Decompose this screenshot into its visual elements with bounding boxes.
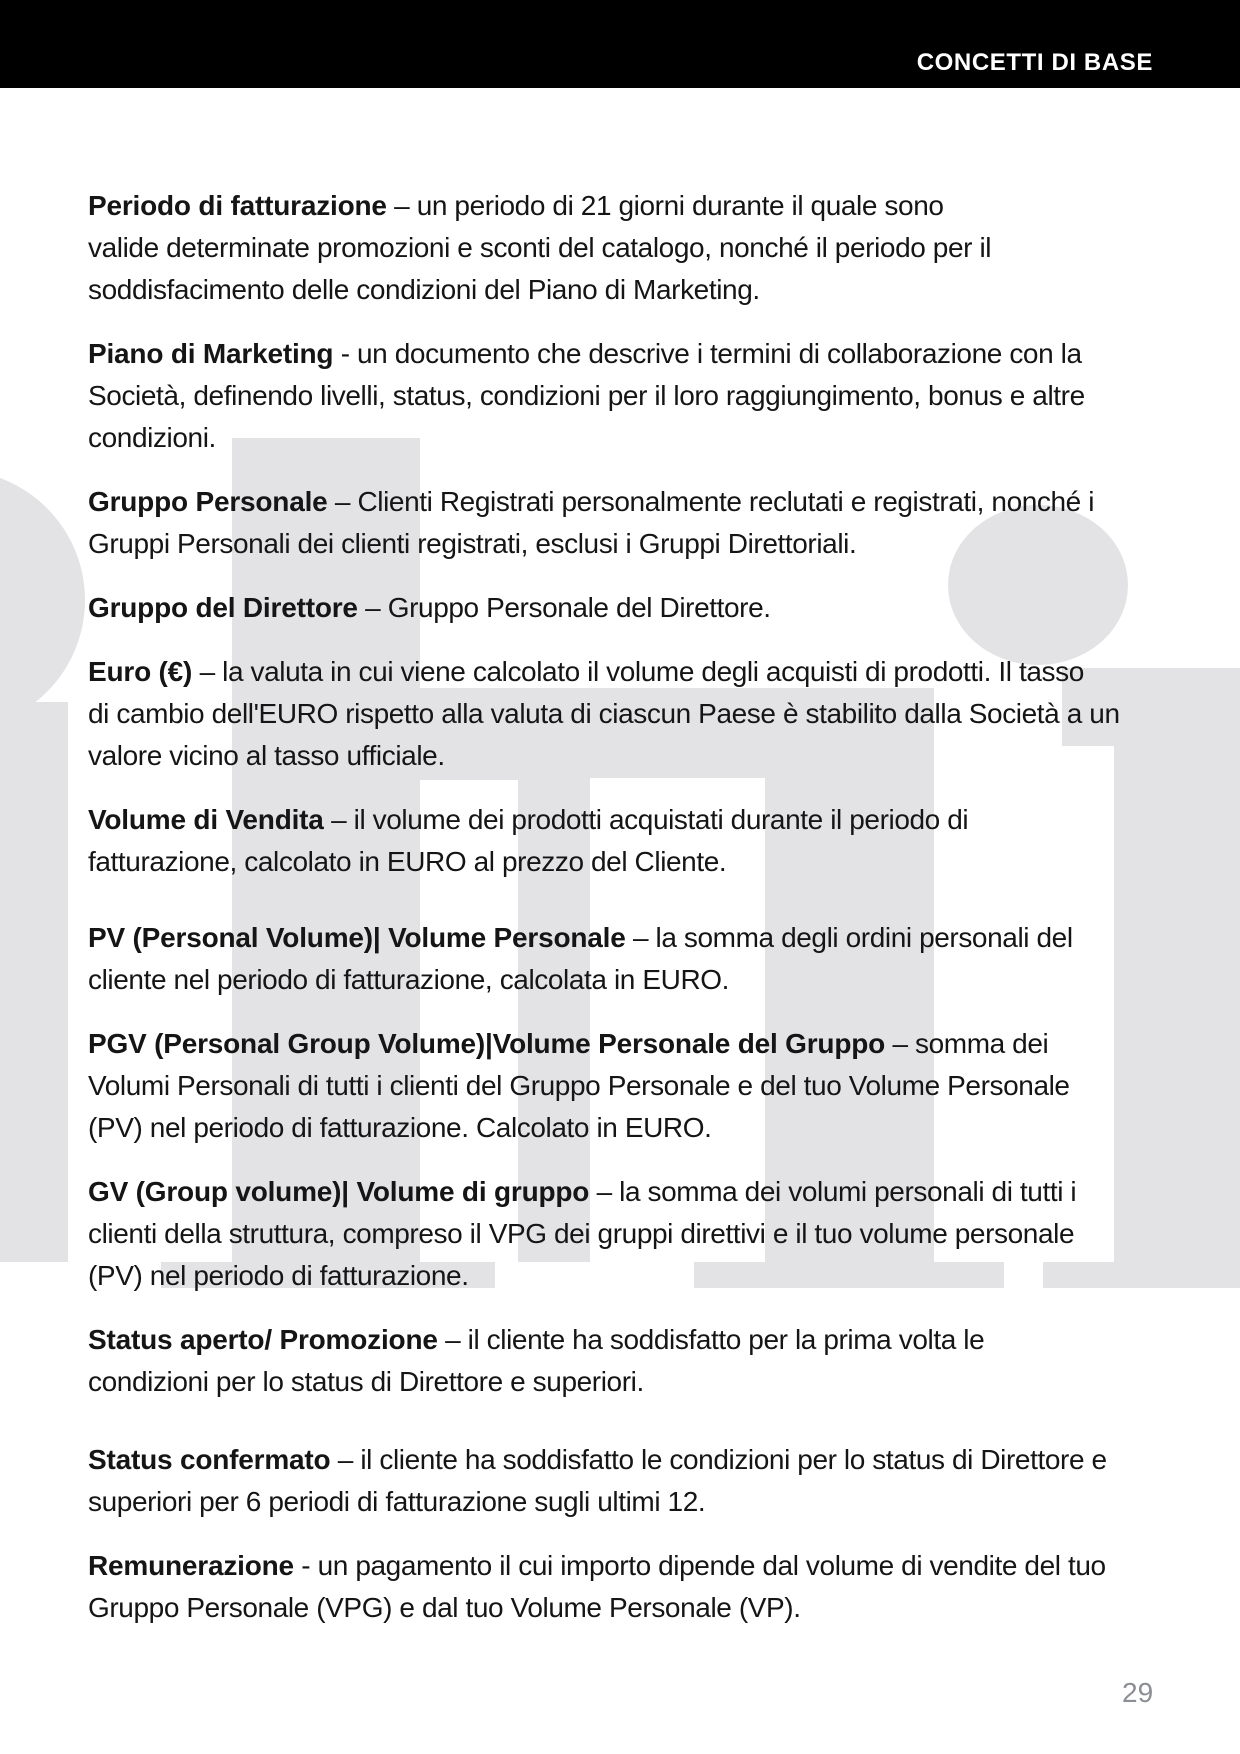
definition-paragraph (88, 185, 1188, 311)
header-band (0, 0, 1240, 88)
definition-line: Gruppo del Direttore – Gruppo Personale del Direttore. (88, 592, 771, 623)
definition-line: Periodo di fatturazione – un periodo di 21 giorni durante il quale sono (88, 190, 944, 221)
definition-line: Società, definendo livelli, status, condizioni per il loro raggiungimento, bonus e altre (88, 380, 1085, 411)
definition-term: Piano di Marketing (88, 338, 334, 369)
definition-paragraph (88, 1319, 1188, 1403)
definition-line: (PV) nel periodo di fatturazione. Calcolato in EURO. (88, 1112, 712, 1143)
definition-line: clienti della struttura, compreso il VPG dei gruppi direttivi e il tuo volume personale (88, 1218, 1075, 1249)
definition-term: Gruppo Personale (88, 486, 328, 517)
definition-term: Euro (€) (88, 656, 193, 687)
definition-line: GV (Group volume)| Volume di gruppo – la somma dei volumi personali di tutti i (88, 1176, 1077, 1207)
definition-line: Gruppo Personale (VPG) e dal tuo Volume Personale (VP). (88, 1592, 801, 1623)
definition-paragraph (88, 799, 1188, 883)
definition-line: soddisfacimento delle condizioni del Piano di Marketing. (88, 274, 760, 305)
definition-line: Euro (€) – la valuta in cui viene calcolato il volume degli acquisti di prodotti. Il tasso (88, 656, 1084, 687)
definition-term: Status aperto/ Promozione (88, 1324, 438, 1355)
definition-line: di cambio dell'EURO rispetto alla valuta di ciascun Paese è stabilito dalla Società a un (88, 698, 1120, 729)
definition-line: valide determinate promozioni e sconti del catalogo, nonché il periodo per il (88, 232, 992, 263)
definition-term: GV (Group volume)| Volume di gruppo (88, 1176, 590, 1207)
definition-term: Volume di Vendita (88, 804, 324, 835)
definition-line: Remunerazione - un pagamento il cui importo dipende dal volume di vendite del tuo (88, 1550, 1106, 1581)
definition-paragraph (88, 1023, 1188, 1149)
definition-line: Gruppi Personali dei clienti registrati, esclusi i Gruppi Direttoriali. (88, 528, 857, 559)
definition-line: (PV) nel periodo di fatturazione. (88, 1260, 469, 1291)
definition-term: Status confermato (88, 1444, 331, 1475)
definition-paragraph (88, 1439, 1188, 1523)
definition-line: Piano di Marketing - un documento che descrive i termini di collaborazione con la (88, 338, 1082, 369)
definition-line: Volumi Personali di tutti i clienti del Gruppo Personale e del tuo Volume Personale (88, 1070, 1070, 1101)
definition-line: condizioni. (88, 422, 216, 453)
definition-line: valore vicino al tasso ufficiale. (88, 740, 445, 771)
definition-line: Gruppo Personale – Clienti Registrati personalmente reclutati e registrati, nonché i (88, 486, 1095, 517)
watermark-dot-left (0, 470, 85, 730)
definition-line: superiori per 6 periodi di fatturazione sugli ultimi 12. (88, 1486, 706, 1517)
definition-term: Remunerazione (88, 1550, 294, 1581)
watermark-stem-left (0, 702, 68, 1262)
definition-line: Status confermato – il cliente ha soddisfatto le condizioni per lo status di Direttore e (88, 1444, 1107, 1475)
definition-paragraph (88, 333, 1188, 459)
definition-line: PV (Personal Volume)| Volume Personale – la somma degli ordini personali del (88, 922, 1073, 953)
page-title: CONCETTI DI BASE (916, 49, 1153, 76)
definition-term: PGV (Personal Group Volume)|Volume Personale del Gruppo (88, 1028, 886, 1059)
definitions (88, 185, 1188, 1651)
definition-paragraph (88, 587, 1188, 629)
definition-paragraph (88, 481, 1188, 565)
definition-line: Status aperto/ Promozione – il cliente ha soddisfatto per la prima volta le (88, 1324, 985, 1355)
definition-line: condizioni per lo status di Direttore e superiori. (88, 1366, 644, 1397)
definition-paragraph (88, 917, 1188, 1001)
definition-paragraph (88, 1171, 1188, 1297)
definition-line: PGV (Personal Group Volume)|Volume Personale del Gruppo – somma dei (88, 1028, 1049, 1059)
definition-term: Periodo di fatturazione (88, 190, 387, 221)
definition-line: Volume di Vendita – il volume dei prodotti acquistati durante il periodo di (88, 804, 969, 835)
definition-paragraph (88, 651, 1188, 777)
definition-term: Gruppo del Direttore (88, 592, 358, 623)
page-number: 29 (1122, 1677, 1154, 1708)
definition-line: cliente nel periodo di fatturazione, calcolata in EURO. (88, 964, 730, 995)
definition-line: fatturazione, calcolato in EURO al prezzo del Cliente. (88, 846, 727, 877)
definition-paragraph (88, 1545, 1188, 1629)
definition-term: PV (Personal Volume)| Volume Personale (88, 922, 626, 953)
